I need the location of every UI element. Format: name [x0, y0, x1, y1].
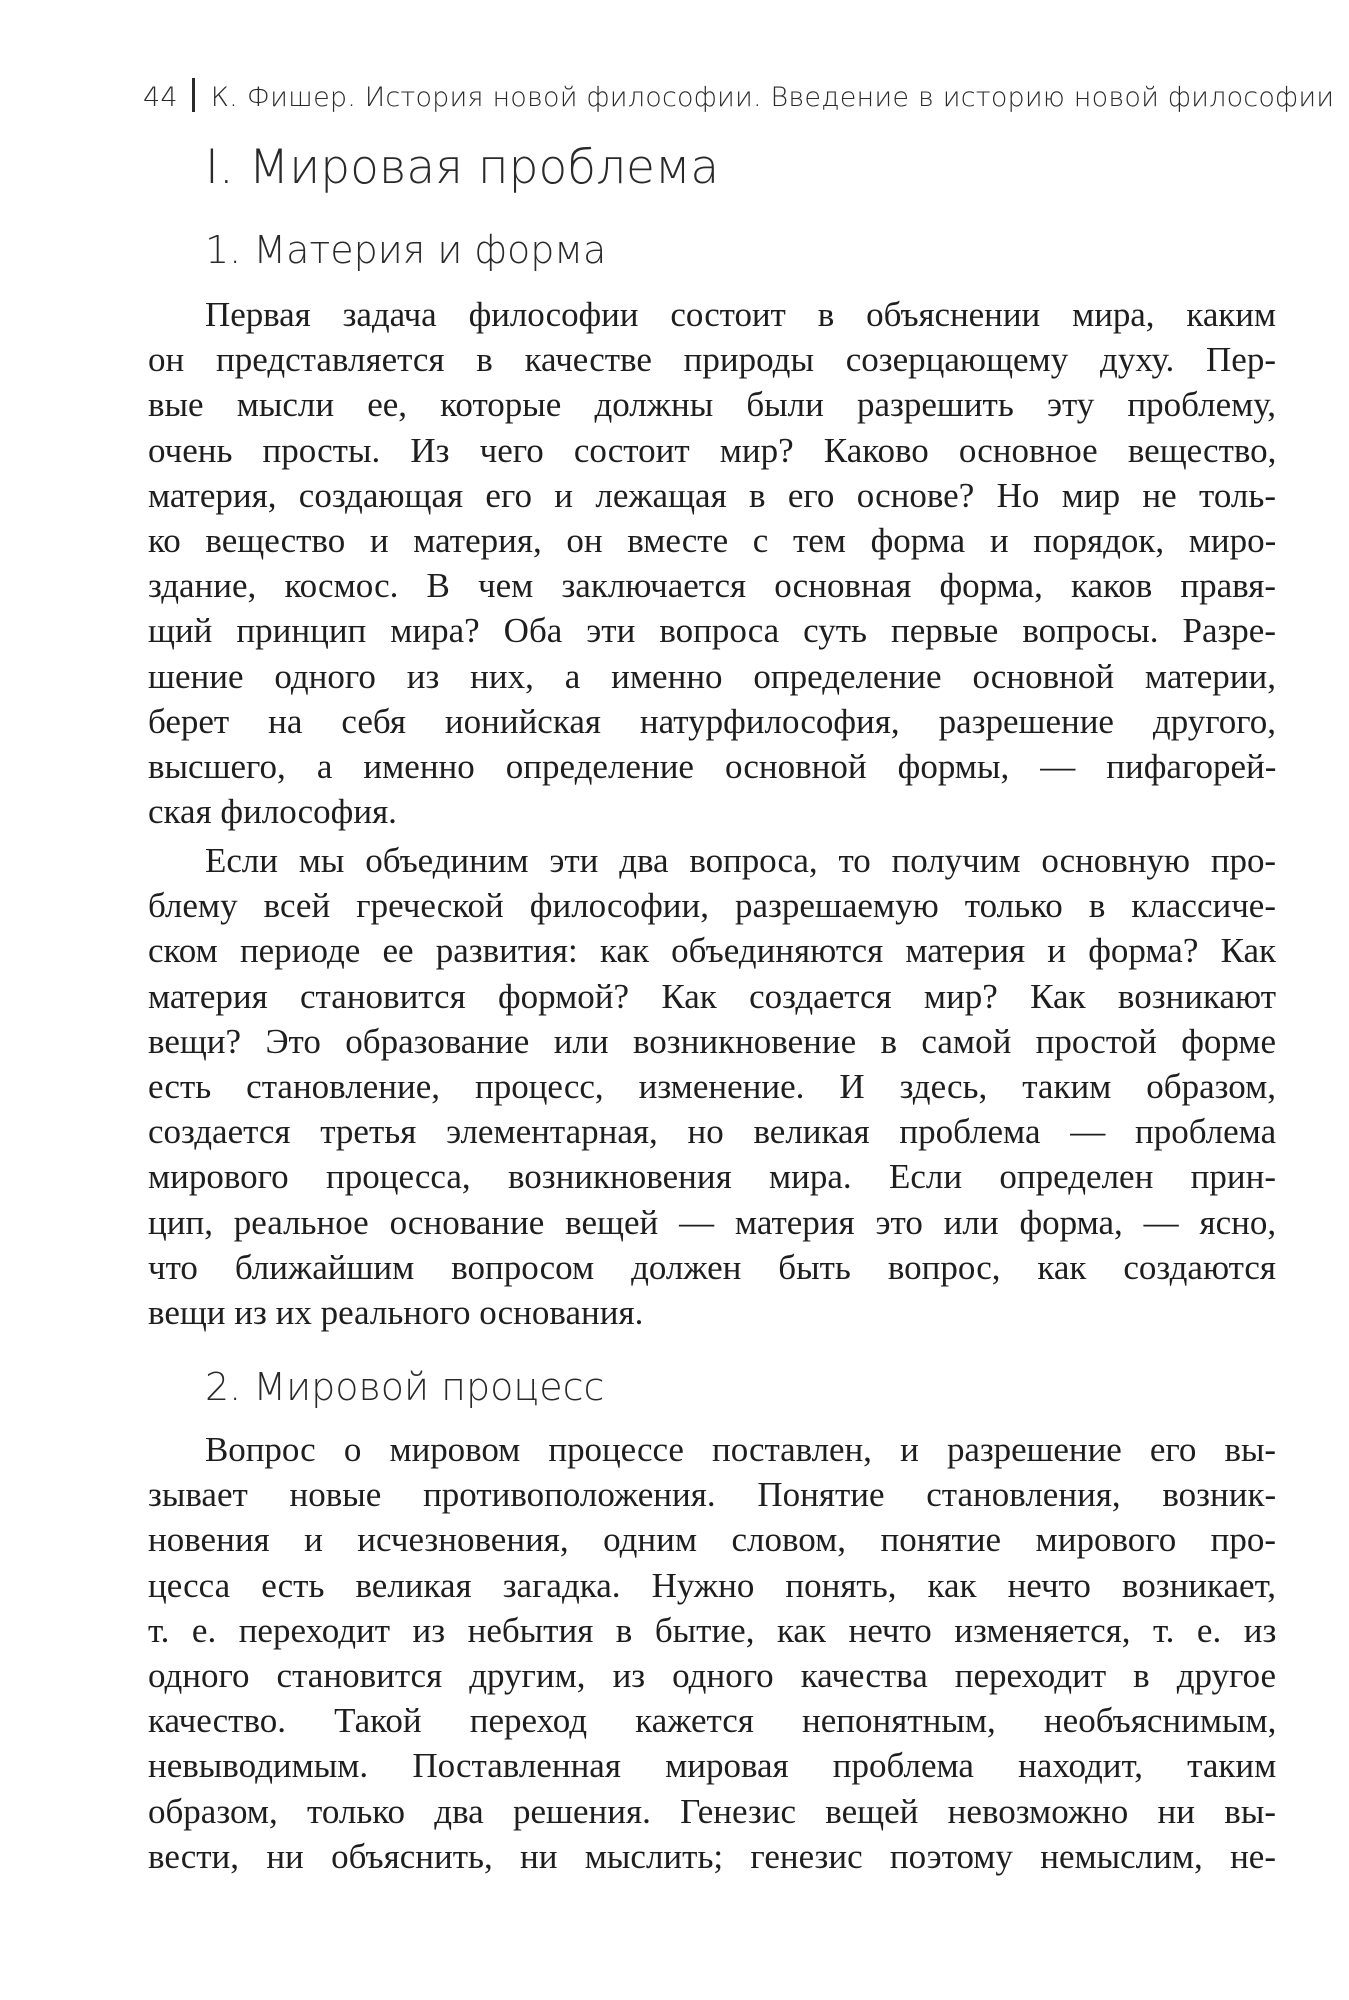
text-line: одного становится другим, из одного качества переходит в другое — [148, 1656, 1276, 1696]
text-line: зывает новые противоположения. Понятие становления, возник- — [148, 1475, 1277, 1515]
section-title-1: 1. Материя и форма — [205, 228, 607, 272]
text-line: щий принцип мира? Оба эти вопроса суть первые вопросы. Разре- — [148, 611, 1276, 651]
text-line: очень просты. Из чего состоит мир? Каково основное вещество, — [148, 430, 1277, 470]
text-line: создается третья элементарная, но великая проблема — проблема — [148, 1112, 1277, 1152]
text-line: цип, реальное основание вещей — материя это или форма, — ясно, — [148, 1202, 1277, 1242]
text-line: ская философия. — [148, 792, 397, 832]
text-line: мирового процесса, возникновения мира. Если определен прин- — [148, 1157, 1276, 1197]
text-line: вещи из их реального основания. — [148, 1293, 644, 1333]
text-line: здание, космос. В чем заключается основная форма, каков правя- — [148, 566, 1276, 606]
page-number: 44 — [143, 82, 178, 113]
chapter-title: I. Мировая проблема — [205, 140, 720, 195]
text-line: т. е. переходит из небытия в бытие, как нечто изменяется, т. е. из — [148, 1610, 1277, 1650]
text-line: ко вещество и материя, он вместе с тем форма и порядок, миро- — [148, 521, 1277, 561]
text-line: Вопрос о мировом процессе поставлен, и разрешение его вы- — [205, 1430, 1276, 1469]
text-line: Если мы объединим эти два вопроса, то получим основную про- — [205, 841, 1276, 880]
running-header — [143, 78, 1335, 113]
text-line: высшего, а именно определение основной формы, — пифагорей- — [148, 747, 1277, 787]
text-line: материя становится формой? Как создается мир? Как возникают — [148, 976, 1276, 1016]
text-line: берет на себя ионийская натурфилософия, разрешение другого, — [148, 701, 1276, 741]
text-line: что ближайшим вопросом должен быть вопрос, как создаются — [148, 1247, 1276, 1287]
text-line: цесса есть великая загадка. Нужно понять, как нечто возникает, — [148, 1565, 1276, 1605]
header-divider — [192, 78, 195, 112]
text-line: он представляется в качестве природы созерцающему духу. Пер- — [148, 340, 1276, 380]
running-title: К. Фишер. История новой философии. Введение в историю новой философии — [210, 82, 1335, 113]
section-title-2: 2. Мировой процесс — [205, 1365, 605, 1409]
text-line: материя, создающая его и лежащая в его основе? Но мир не толь- — [148, 475, 1276, 515]
section-1-paragraph-1 — [148, 292, 1276, 834]
text-line: шение одного из них, а именно определение основной материи, — [148, 656, 1277, 696]
text-line: образом, только два решения. Генезис вещей невозможно ни вы- — [148, 1791, 1276, 1831]
text-line: вещи? Это образование или возникновение в самой простой форме — [148, 1021, 1277, 1061]
section-1-paragraph-2 — [148, 838, 1276, 1335]
text-line: качество. Такой переход кажется непонятным, необъяснимым, — [148, 1701, 1277, 1741]
text-line: вые мысли ее, которые должны были разрешить эту проблему, — [148, 385, 1276, 425]
text-line: вести, ни объяснить, ни мыслить; генезис поэтому немыслим, не- — [148, 1836, 1276, 1876]
text-line: блему всей греческой философии, разрешаемую только в классиче- — [148, 886, 1276, 926]
text-line: Первая задача философии состоит в объяснении мира, каким — [205, 295, 1276, 334]
text-line: ском периоде ее развития: как объединяются материя и форма? Как — [148, 931, 1276, 971]
section-2-paragraph-1 — [148, 1427, 1276, 1879]
text-line: новения и исчезновения, одним словом, понятие мирового про- — [148, 1520, 1277, 1560]
text-line: есть становление, процесс, изменение. И здесь, таким образом, — [148, 1067, 1276, 1107]
text-line: невыводимым. Поставленная мировая проблема находит, таким — [148, 1746, 1277, 1786]
